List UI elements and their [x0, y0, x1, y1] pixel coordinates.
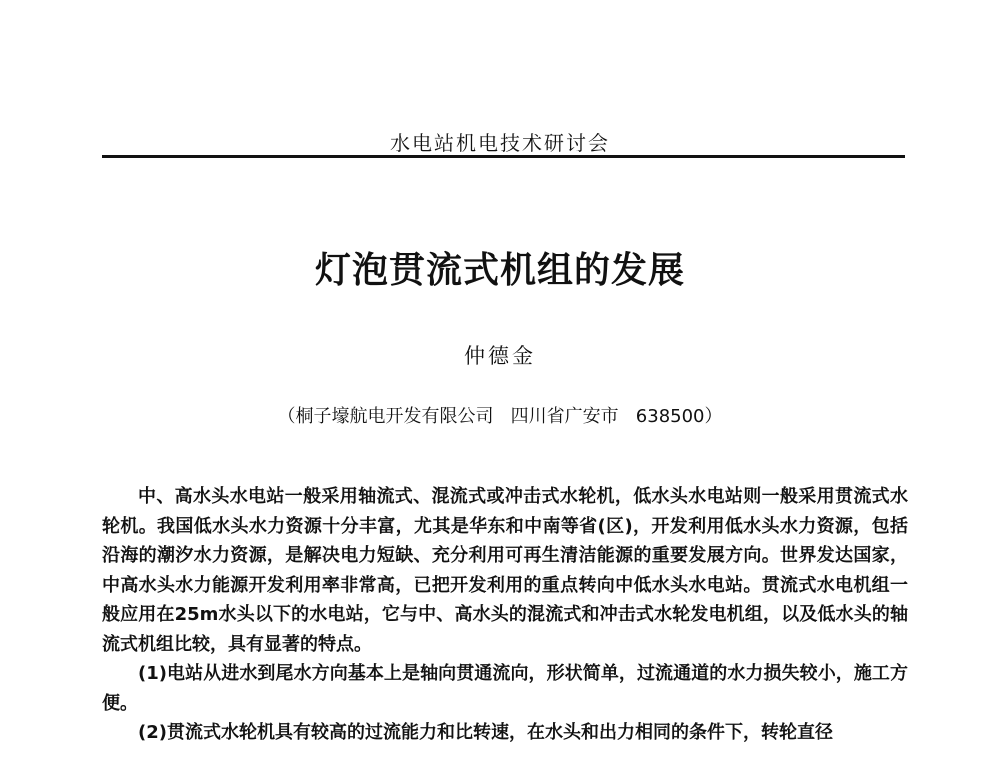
article-body	[102, 482, 908, 748]
article-author: 仲德金	[464, 344, 536, 368]
paragraph-point-1: (1)电站从进水到尾水方向基本上是轴向贯通流向，形状简单，过流通道的水力损失较小，施工方便。	[102, 663, 908, 714]
paragraph-intro: 中、高水头水电站一般采用轴流式、混流式或冲击式水轮机，低水头水电站则一般采用贯流式水轮机。我国低水头水力资源十分丰富，尤其是华东和中南等省(区)，开发利用低水头水力资源，包括沿海的潮汐水力资源，是解决电力短缺、充分利用可再生清洁能源的重要发展方向。世界发达国家，中高水头水力能源开发利用率非常高，已把开发利用的重点转向中低水头水电站。贯流式水电机组一般应用在25m水头以下的水电站，它与中、高水头的混流式和冲击式水轮发电机组，以及低水头的轴流式机组比较，具有显著的特点。	[102, 486, 908, 655]
article-affiliation: （桐子壕航电开发有限公司 四川省广安市 638500）	[277, 406, 723, 427]
header-rule	[102, 155, 905, 158]
running-header: 水电站机电技术研讨会	[390, 131, 610, 155]
paragraph-point-2: (2)贯流式水轮机具有较高的过流能力和比转速，在水头和出力相同的条件下，转轮直径	[138, 722, 833, 743]
article-title: 灯泡贯流式机组的发展	[314, 249, 685, 291]
